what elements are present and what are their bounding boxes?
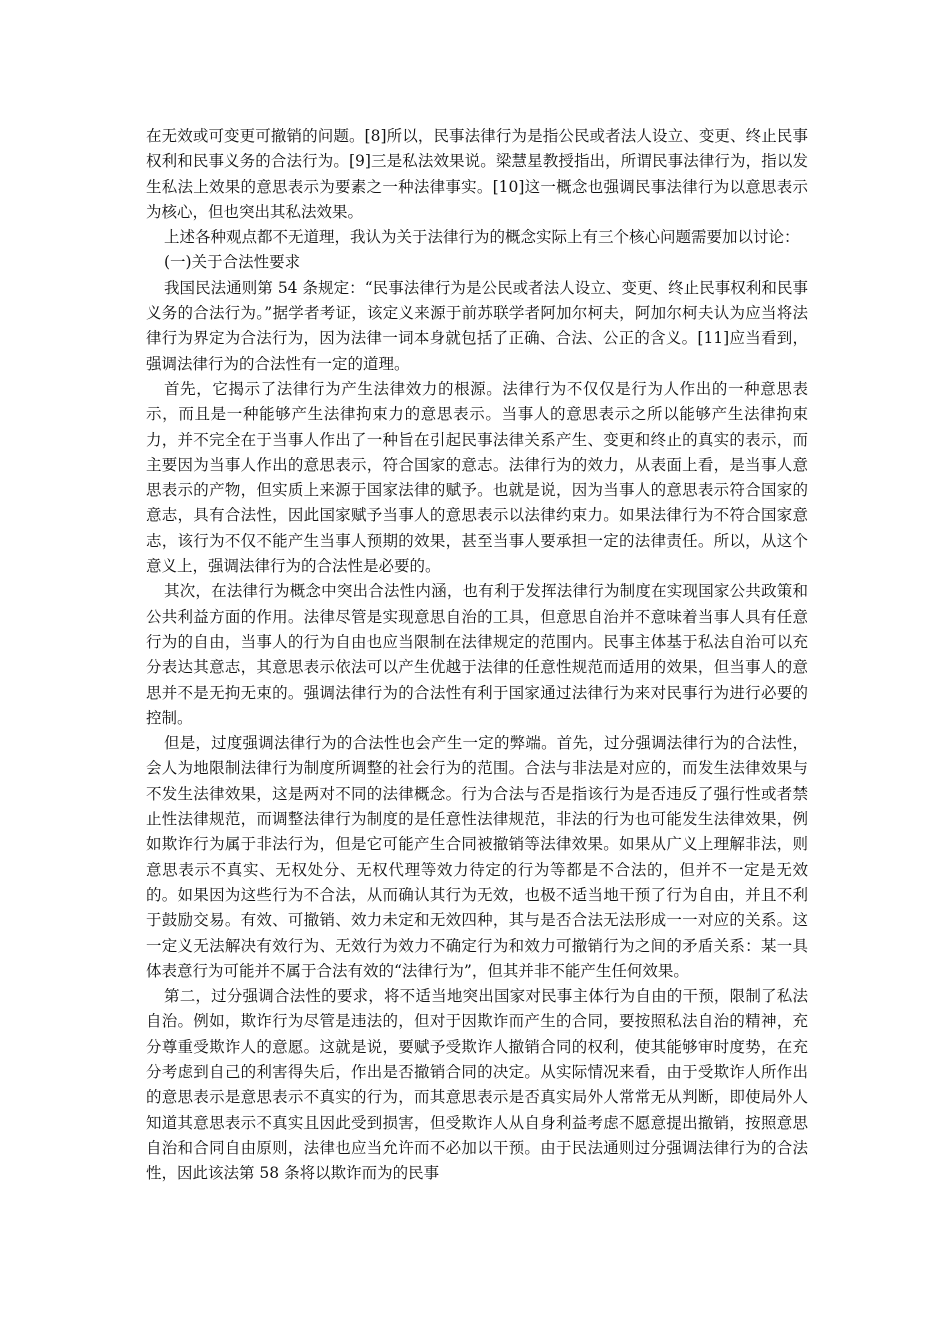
paragraph-3: 我国民法通则第 54 条规定：“民事法律行为是公民或者法人设立、变更、终止民事权利和民事义务的合法行为。”据学者考证，该定义来源于前苏联学者阿加尔柯夫，阿加尔柯夫认为应当将法律行为界定为合法行为，因为法律一词本身就包括了正确、合法、公正的含义。[11]应当看到，强调法律行为的合法性有一定的道理。 [146, 278, 808, 373]
paragraph-5: 其次，在法律行为概念中突出合法性内涵，也有利于发挥法律行为制度在实现国家公共政策和公共利益方面的作用。法律尽管是实现意思自治的工具，但意思自治并不意味着当事人具有任意行为的自由，当事人的行为自由也应当限制在法律规定的范围内。民事主体基于私法自治可以充分表达其意志，其意思表示依法可以产生优越于法律的任意性规范而适用的效果，但当事人的意思并不是无拘无束的。强调法律行为的合法性有利于国家通过法律行为来对民事行为进行必要的控制。 [146, 582, 808, 727]
paragraph-6: 但是，过度强调法律行为的合法性也会产生一定的弊端。首先，过分强调法律行为的合法性，会人为地限制法律行为制度所调整的社会行为的范围。合法与非法是对应的，而发生法律效果与不发生法律效果，这是两对不同的法律概念。行为合法与否是指该行为是否违反了强行性或者禁止性法律规范，而调整法律行为制度的是任意性法律规范，非法的行为也可能发生法律效果，例如欺诈行为属于非法行为，但是它可能产生合同被撤销等法律效果。如果从广义上理解非法，则意思表示不真实、无权处分、无权代理等效力待定的行为等都是不合法的，但并不一定是无效的。如果因为这些行为不合法，从而确认其行为无效，也极不适当地干预了行为自由，并且不利于鼓励交易。有效、可撤销、效力未定和无效四种，其与是否合法无法形成一一对应的关系。这一定义无法解决有效行为、无效行为效力不确定行为和效力可撤销行为之间的矛盾关系：某一具体表意行为可能并不属于合法有效的“法律行为”，但其并非不能产生任何效果。 [146, 734, 808, 980]
paragraph-2: 上述各种观点都不无道理，我认为关于法律行为的概念实际上有三个核心问题需要加以讨论： [164, 228, 800, 247]
paragraph-1: 在无效或可变更可撤销的问题。[8]所以，民事法律行为是指公民或者法人设立、变更、终止民事权利和民事义务的合法行为。[9]三是私法效果说。梁慧星教授指出，所谓民事法律行为，指以发生私法上效果的意思表示为要素之一种法律事实。[10]这一概念也强调民事法律行为以意思表示为核心，但也突出其私法效果。 [146, 127, 808, 221]
paragraph-4: 首先，它揭示了法律行为产生法律效力的根源。法律行为不仅仅是行为人作出的一种意思表示，而且是一种能够产生法律拘束力的意思表示。当事人的意思表示之所以能够产生法律拘束力，并不完全在于当事人作出了一种旨在引起民事法律关系产生、变更和终止的真实的表示，而主要因为当事人作出的意思表示，符合国家的意志。法律行为的效力，从表面上看，是当事人意思表示的产物，但实质上来源于国家法律的赋予。也就是说，因为当事人的意思表示符合国家的意志，具有合法性，因此国家赋予当事人的意思表示以法律约束力。如果法律行为不符合国家意志，该行为不仅不能产生当事人预期的效果，甚至当事人要承担一定的法律责任。所以，从这个意义上，强调法律行为的合法性是必要的。 [146, 379, 808, 576]
section-heading: (一)关于合法性要求 [164, 253, 301, 272]
document-body [146, 124, 808, 1186]
paragraph-7: 第二，过分强调合法性的要求，将不适当地突出国家对民事主体行为自由的干预，限制了私法自治。例如，欺诈行为尽管是违法的，但对于因欺诈而产生的合同，要按照私法自治的精神，充分尊重受欺诈人的意愿。这就是说，要赋予受欺诈人撤销合同的权利，使其能够审时度势，在充分考虑到自己的利害得失后，作出是否撤销合同的决定。从实际情况来看，由于受欺诈人所作出的意思表示是意思表示不真实的行为，而其意思表示是否真实局外人常常无从判断，即使局外人知道其意思表示不真实且因此受到损害，但受欺诈人从自身利益考虑不愿意提出撤销，按照意思自治和合同自由原则，法律也应当允许而不必加以干预。由于民法通则过分强调法律行为的合法性，因此该法第 58 条将以欺诈而为的民事 [146, 987, 808, 1183]
